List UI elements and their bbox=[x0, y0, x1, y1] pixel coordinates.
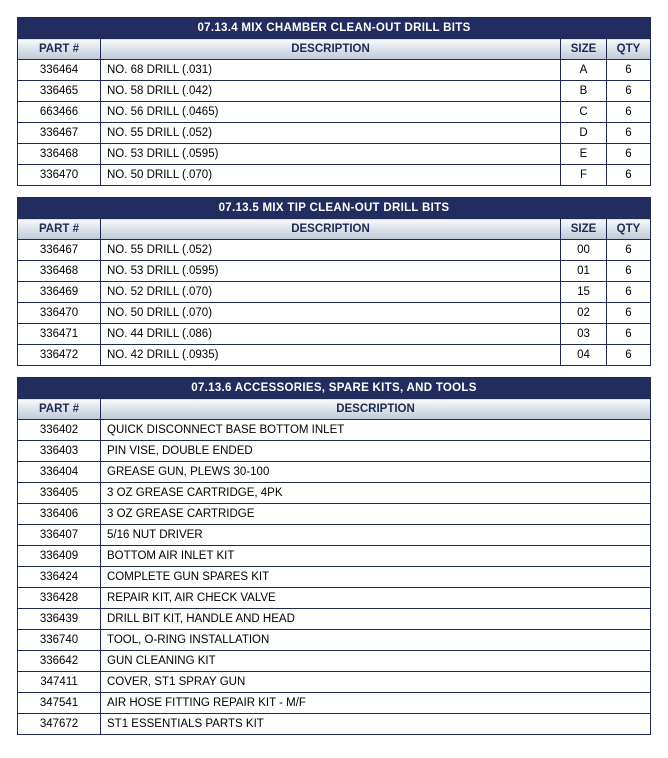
table-cell: REPAIR KIT, AIR CHECK VALVE bbox=[101, 588, 651, 609]
table-cell: NO. 55 DRILL (.052) bbox=[101, 123, 561, 144]
table-cell: COVER, ST1 SPRAY GUN bbox=[101, 672, 651, 693]
table-cell: 6 bbox=[606, 324, 650, 345]
table-title-row bbox=[18, 198, 651, 219]
table-cell: 347411 bbox=[18, 672, 101, 693]
table-row bbox=[18, 123, 651, 144]
table-cell: 347672 bbox=[18, 714, 101, 735]
table-cell: 03 bbox=[560, 324, 606, 345]
table-cell: 6 bbox=[606, 303, 650, 324]
table-row bbox=[18, 261, 651, 282]
column-header: DESCRIPTION bbox=[101, 399, 651, 420]
table-cell: NO. 44 DRILL (.086) bbox=[101, 324, 561, 345]
table-title: 07.13.5 MIX TIP CLEAN-OUT DRILL BITS bbox=[18, 198, 651, 219]
table-cell: PIN VISE, DOUBLE ENDED bbox=[101, 441, 651, 462]
table-row bbox=[18, 462, 651, 483]
column-header: QTY bbox=[606, 219, 650, 240]
table-cell: C bbox=[561, 102, 607, 123]
table-cell: 336424 bbox=[18, 567, 101, 588]
table-cell: NO. 50 DRILL (.070) bbox=[101, 165, 561, 186]
table-row bbox=[18, 609, 651, 630]
table-cell: NO. 56 DRILL (.0465) bbox=[101, 102, 561, 123]
table-row bbox=[18, 483, 651, 504]
table-title-row bbox=[18, 378, 651, 399]
table-row bbox=[18, 303, 651, 324]
table-cell: 336468 bbox=[18, 144, 101, 165]
table-cell: F bbox=[561, 165, 607, 186]
table-cell: 15 bbox=[560, 282, 606, 303]
table-cell: 336468 bbox=[18, 261, 101, 282]
table-cell: BOTTOM AIR INLET KIT bbox=[101, 546, 651, 567]
table-title-row bbox=[18, 18, 651, 39]
table-cell: 336403 bbox=[18, 441, 101, 462]
table-cell: 6 bbox=[606, 345, 650, 366]
table-cell: GUN CLEANING KIT bbox=[101, 651, 651, 672]
column-header: QTY bbox=[607, 39, 651, 60]
table-cell: 6 bbox=[607, 81, 651, 102]
column-header: SIZE bbox=[561, 39, 607, 60]
table-row bbox=[18, 630, 651, 651]
table-cell: 336470 bbox=[18, 165, 101, 186]
column-header: PART # bbox=[18, 399, 101, 420]
table-cell: 347541 bbox=[18, 693, 101, 714]
column-header: PART # bbox=[18, 219, 101, 240]
table-cell: NO. 58 DRILL (.042) bbox=[101, 81, 561, 102]
table-row bbox=[18, 546, 651, 567]
table-row bbox=[18, 102, 651, 123]
table-row bbox=[18, 144, 651, 165]
table-cell: D bbox=[561, 123, 607, 144]
table-cell: 00 bbox=[560, 240, 606, 261]
table-cell: 336407 bbox=[18, 525, 101, 546]
tables-container bbox=[17, 17, 651, 735]
table-cell: 6 bbox=[606, 282, 650, 303]
table-row bbox=[18, 588, 651, 609]
table-title: 07.13.6 ACCESSORIES, SPARE KITS, AND TOOLS bbox=[18, 378, 651, 399]
table-cell: 336470 bbox=[18, 303, 101, 324]
table-cell: NO. 53 DRILL (.0595) bbox=[101, 144, 561, 165]
table-cell: 663466 bbox=[18, 102, 101, 123]
table-cell: GREASE GUN, PLEWS 30-100 bbox=[101, 462, 651, 483]
table-cell: 02 bbox=[560, 303, 606, 324]
table-row bbox=[18, 672, 651, 693]
table-cell: 6 bbox=[607, 144, 651, 165]
table-cell: 6 bbox=[606, 261, 650, 282]
table-row bbox=[18, 60, 651, 81]
table-cell: 3 OZ GREASE CARTRIDGE, 4PK bbox=[101, 483, 651, 504]
table-cell: B bbox=[561, 81, 607, 102]
table-cell: 5/16 NUT DRIVER bbox=[101, 525, 651, 546]
table-cell: 336405 bbox=[18, 483, 101, 504]
table-row bbox=[18, 240, 651, 261]
table-row bbox=[18, 441, 651, 462]
table-row bbox=[18, 651, 651, 672]
table-cell: 336464 bbox=[18, 60, 101, 81]
table-header-row bbox=[18, 399, 651, 420]
table-cell: 6 bbox=[606, 240, 650, 261]
table-cell: NO. 53 DRILL (.0595) bbox=[101, 261, 561, 282]
column-header: DESCRIPTION bbox=[101, 219, 561, 240]
table-row bbox=[18, 165, 651, 186]
table-cell: 01 bbox=[560, 261, 606, 282]
parts-table bbox=[17, 197, 651, 366]
table-row bbox=[18, 81, 651, 102]
column-header: SIZE bbox=[560, 219, 606, 240]
table-cell: NO. 50 DRILL (.070) bbox=[101, 303, 561, 324]
table-cell: NO. 68 DRILL (.031) bbox=[101, 60, 561, 81]
table-cell: TOOL, O-RING INSTALLATION bbox=[101, 630, 651, 651]
table-cell: 336406 bbox=[18, 504, 101, 525]
table-cell: DRILL BIT KIT, HANDLE AND HEAD bbox=[101, 609, 651, 630]
table-cell: NO. 42 DRILL (.0935) bbox=[101, 345, 561, 366]
table-header-row bbox=[18, 39, 651, 60]
table-title: 07.13.4 MIX CHAMBER CLEAN-OUT DRILL BITS bbox=[18, 18, 651, 39]
table-cell: 04 bbox=[560, 345, 606, 366]
table-cell: QUICK DISCONNECT BASE BOTTOM INLET bbox=[101, 420, 651, 441]
table-cell: E bbox=[561, 144, 607, 165]
table-cell: A bbox=[561, 60, 607, 81]
table-cell: 336409 bbox=[18, 546, 101, 567]
table-cell: 6 bbox=[607, 102, 651, 123]
table-cell: ST1 ESSENTIALS PARTS KIT bbox=[101, 714, 651, 735]
table-row bbox=[18, 714, 651, 735]
table-cell: 336469 bbox=[18, 282, 101, 303]
table-cell: 6 bbox=[607, 165, 651, 186]
parts-table bbox=[17, 17, 651, 186]
table-cell: AIR HOSE FITTING REPAIR KIT - M/F bbox=[101, 693, 651, 714]
table-cell: NO. 52 DRILL (.070) bbox=[101, 282, 561, 303]
table-cell: 336465 bbox=[18, 81, 101, 102]
table-cell: 336467 bbox=[18, 240, 101, 261]
table-row bbox=[18, 567, 651, 588]
table-row bbox=[18, 504, 651, 525]
column-header: PART # bbox=[18, 39, 101, 60]
table-cell: 3 OZ GREASE CARTRIDGE bbox=[101, 504, 651, 525]
parts-table bbox=[17, 377, 651, 735]
table-cell: 336404 bbox=[18, 462, 101, 483]
table-row bbox=[18, 420, 651, 441]
table-cell: 6 bbox=[607, 60, 651, 81]
table-cell: 336402 bbox=[18, 420, 101, 441]
table-cell: 6 bbox=[607, 123, 651, 144]
table-row bbox=[18, 693, 651, 714]
table-cell: 336472 bbox=[18, 345, 101, 366]
table-row bbox=[18, 345, 651, 366]
table-cell: 336428 bbox=[18, 588, 101, 609]
table-cell: COMPLETE GUN SPARES KIT bbox=[101, 567, 651, 588]
table-row bbox=[18, 525, 651, 546]
table-header-row bbox=[18, 219, 651, 240]
column-header: DESCRIPTION bbox=[101, 39, 561, 60]
table-row bbox=[18, 282, 651, 303]
table-cell: 336467 bbox=[18, 123, 101, 144]
table-cell: 336642 bbox=[18, 651, 101, 672]
table-cell: 336471 bbox=[18, 324, 101, 345]
table-cell: NO. 55 DRILL (.052) bbox=[101, 240, 561, 261]
table-cell: 336439 bbox=[18, 609, 101, 630]
table-row bbox=[18, 324, 651, 345]
table-cell: 336740 bbox=[18, 630, 101, 651]
